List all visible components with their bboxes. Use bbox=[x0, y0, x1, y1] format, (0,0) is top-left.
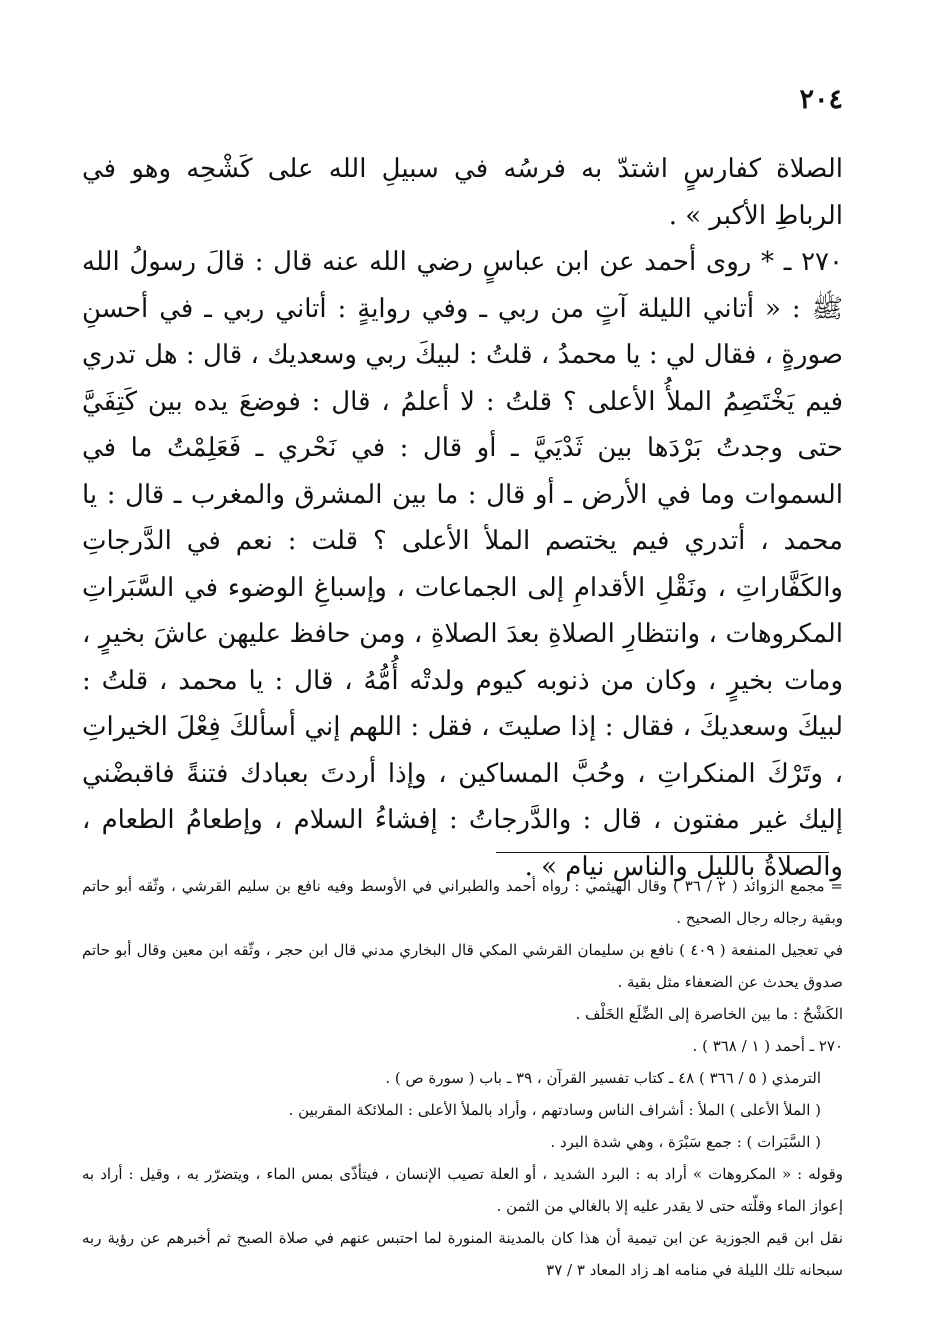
main-paragraph-hadith-270: ٢٧٠ ـ * روى أحمد عن ابن عباسٍ رضي الله عنه قال : قالَ رسولُ الله ﷺ : « أتاني الليلة آتٍ من ربي ـ وفي روايةٍ : أتاني ربي ـ في أحسنِ صورةٍ ، فقال لي : يا محمدُ ، قلتُ : لبيكَ ربي وسعديك ، قال : هل تدري فيم يَخْتَصِمُ الملأُ الأعلى ؟ قلتُ : لا أعلمُ ، قال : فوضعَ يده بين كَتِفَيَّ حتى وجدتُ بَرْدَها بين ثَدْيَيَّ ـ أو قال : في نَحْري ـ فَعَلِمْتُ ما في السموات وما في الأرض ـ أو قال : ما بين المشرق والمغرب ـ قال : يا محمد ، أتدري فيم يختصم الملأ الأعلى ؟ قلت : نعم في الدَّرجاتِ والكَفَّاراتِ ، ونَقْلِ الأقدامِ إلى الجماعات ، وإسباغِ الوضوء في السَّبَراتِ المكروهات ، وانتظارِ الصلاةِ بعدَ الصلاةِ ، ومن حافظ عليهن عاشَ بخيرٍ ، ومات بخيرٍ ، وكان من ذنوبه كيوم ولدتْه أُمُّهُ ، قال : يا محمد ، قلتُ : لبيكَ وسعديكَ ، فقال : إذا صليتَ ، فقل : اللهم إني أسألكَ فِعْلَ الخيراتِ ، وتَرْكَ المنكراتِ ، وحُبَّ المساكين ، وإذا أردتَ بعبادك فتنةً فاقبضْني إليك غير مفتون ، قال : والدَّرجاتُ : إفشاءُ السلام ، وإطعامُ الطعام ، والصلاةُ بالليل والناس نيام » . bbox=[82, 247, 843, 882]
footnote-divider bbox=[496, 852, 829, 853]
footnote-sabarat: ( السَّبَرات ) : جمع سَبْرَة ، وهي شدة البرد . bbox=[550, 1133, 821, 1151]
footnote-kashh-definition: الكَشْحُ : ما بين الخاصرة إلى الضِّلَع الخَلْف . bbox=[575, 1005, 843, 1023]
footnotes-section bbox=[82, 870, 843, 1286]
footnote-tirmidhi: الترمذي ( ٥ / ٣٦٦ ) ٤٨ ـ كتاب تفسير القرآن ، ٣٩ ـ باب ( سورة ص ) . bbox=[385, 1069, 821, 1087]
footnote-makruhat: وقوله : « المكروهات » أراد به : البرد الشديد ، أو العلة تصيب الإنسان ، فيتأذّى بمس الماء ، ويتضرّر به ، وقيل : أراد به إعواز الماء وقلّته حتى لا يقدر عليه إلا بالغالي من الثمن . bbox=[82, 1165, 843, 1215]
footnote-ibn-qayyim: نقل ابن قيم الجوزية عن ابن تيمية أن هذا كان بالمدينة المنورة لما احتبس عنهم في صلاة الصبح ثم أخبرهم عن رؤية ربه سبحانه تلك الليلة في منامه اهـ زاد المعاد ٣ / ٣٧ bbox=[82, 1229, 843, 1279]
footnote-majma-zawaid: = مجمع الزوائد ( ٢ / ٣٦ ) وقال الهيثمي : رواه أحمد والطبراني في الأوسط وفيه نافع بن سليم القرشي ، وثّقه أبو حاتم وبقية رجاله رجال الصحيح . bbox=[82, 877, 843, 927]
page-number: ٢٠٤ bbox=[799, 84, 843, 115]
footnote-mala-aala: ( الملأ الأعلى ) الملأ : أشراف الناس وسادتهم ، وأراد بالملأ الأعلى : الملائكة المقربين . bbox=[288, 1101, 821, 1119]
main-paragraph-continuation: الصلاة كفارسٍ اشتدّ به فرسُه في سبيلِ الله على كَشْحِه وهو في الرباطِ الأكبر » . bbox=[82, 154, 843, 231]
footnote-tajil-manfaa: في تعجيل المنفعة ( ٤٠٩ ) نافع بن سليمان القرشي المكي قال البخاري مدني قال ابن حجر ، وثّقه ابن معين وقال أبو حاتم صدوق يحدث عن الضعفاء مثل بقية . bbox=[82, 941, 843, 991]
main-text-body bbox=[82, 146, 843, 890]
footnote-270-ahmad: ٢٧٠ ـ أحمد ( ١ / ٣٦٨ ) . bbox=[692, 1037, 843, 1055]
